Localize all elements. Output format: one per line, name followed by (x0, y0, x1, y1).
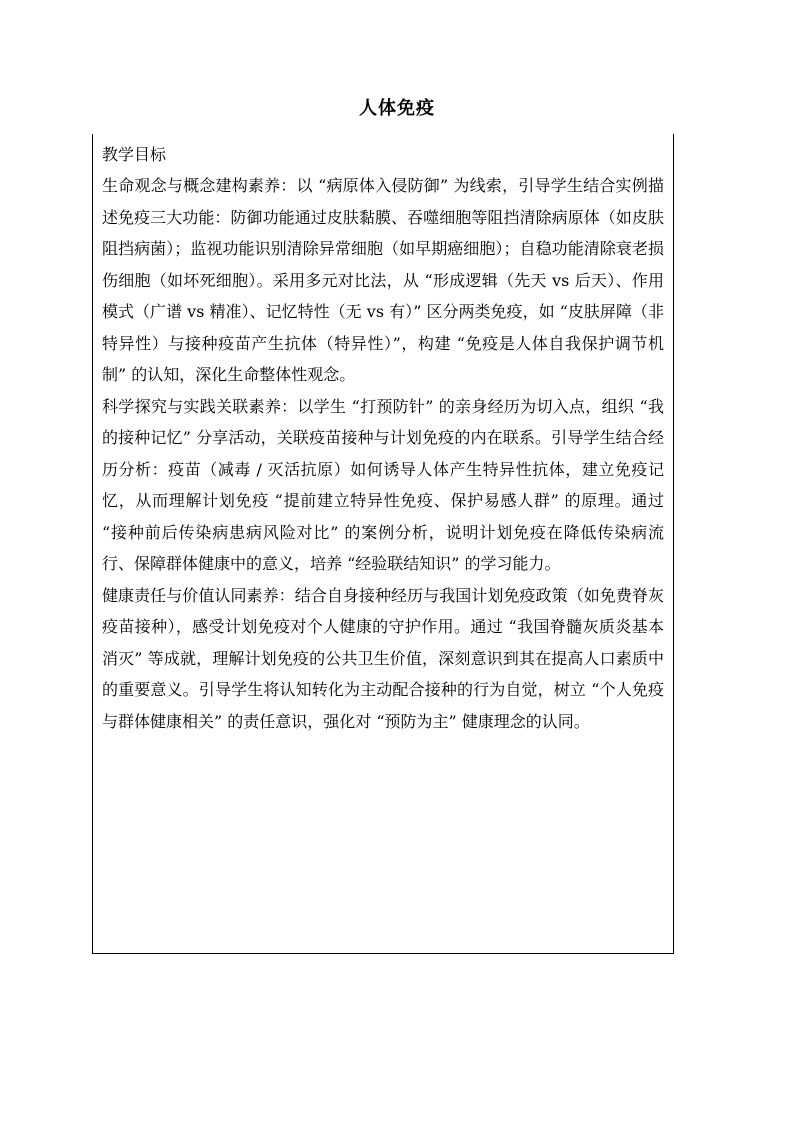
paragraph-scientific-inquiry: 科学探究与实践关联素养：以学生 “打预防针” 的亲身经历为切入点，组织 “我的接种记忆” 分享活动，关联疫苗接种与计划免疫的内在联系。引导学生结合经历分析：疫苗（减毒 / 灭活抗原）如何诱导人体产生特异性抗体，建立免疫记忆，从而理解计划免疫 “提前建立特异性免疫、保护易感人群” 的原理。通过 “接种前后传染病患病风险对比” 的案例分析，说明计划免疫在降低传染病流行、保障群体健康中的意义，培养 “经验联结知识” 的学习能力。 (102, 396, 664, 573)
objectives-table-cell (92, 134, 674, 954)
paragraph-health-responsibility: 健康责任与价值认同素养：结合自身接种经历与我国计划免疫政策（如免费脊灰疫苗接种），感受计划免疫对个人健康的守护作用。通过 “我国脊髓灰质炎基本消灭” 等成就，理解计划免疫的公共卫生价值，深刻意识到其在提高人口素质中的重要意义。引导学生将认知转化为主动配合接种的行为自觉，树立 “个人免疫与群体健康相关” 的责任意识，强化对 “预防为主” 健康理念的认同。 (102, 585, 664, 731)
document-title: 人体免疫 (359, 98, 435, 119)
objectives-content (102, 140, 664, 737)
paragraph-life-concept: 生命观念与概念建构素养：以 “病原体入侵防御” 为线索，引导学生结合实例描述免疫三大功能：防御功能通过皮肤黏膜、吞噬细胞等阻挡清除病原体（如皮肤阻挡病菌）；监视功能识别清除异常细胞（如早期癌细胞）；自稳功能清除衰老损伤细胞（如坏死细胞）。采用多元对比法，从 “形成逻辑（先天 vs 后天）、作用模式（广谱 vs 精准）、记忆特性（无 vs 有）” 区分两类免疫，如 “皮肤屏障（非特异性）与接种疫苗产生抗体（特异性）”，构建 “免疫是人体自我保护调节机制” 的认知，深化生命整体性观念。 (102, 176, 664, 384)
section-heading: 教学目标 (102, 145, 167, 164)
